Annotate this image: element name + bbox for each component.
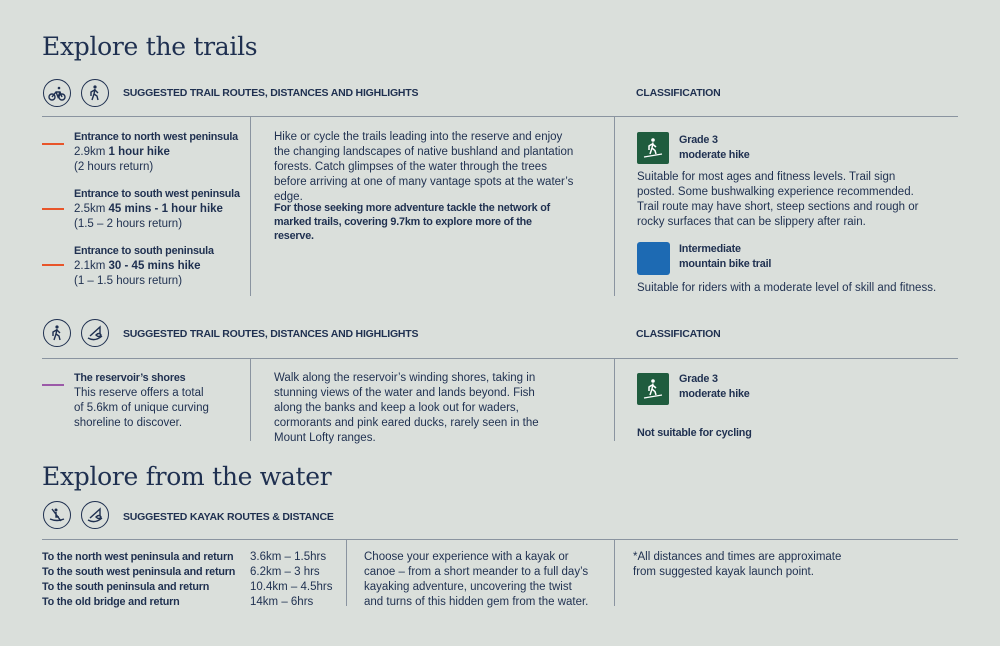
intermediate-trail-icon bbox=[637, 242, 670, 275]
kayak-description: Choose your experience with a kayak or canoe – from a short meander to a full day’s kayaking adventure, uncovering the twist and turns of this hidden gem from the water. bbox=[364, 551, 589, 608]
fishing-icon bbox=[81, 501, 109, 529]
bike-icon bbox=[43, 79, 71, 107]
column-divider bbox=[614, 359, 615, 441]
fishing-icon bbox=[81, 319, 109, 347]
classification-header: CLASSIFICATION bbox=[636, 87, 721, 99]
classification-text: Suitable for most ages and fitness levels. Trail sign posted. Some bushwalking experience recommended. Trail route may have short, steep sections and rough or rocky surfaces that can be slippery after rain. bbox=[637, 171, 919, 228]
route-item: Entrance to south peninsula 2.1km 30 - 45 mins hike (1 – 1.5 hours return) bbox=[74, 245, 214, 287]
not-cycling-label: Not suitable for cycling bbox=[637, 427, 752, 439]
approximate-note: *All distances and times are approximate from suggested kayak launch point. bbox=[633, 551, 842, 578]
classification-title: Grade 3 moderate hike bbox=[679, 134, 750, 161]
trail-description: Walk along the reservoir’s winding shores, taking in stunning views of the water and lands beyond. Fish along the banks and keep a look out for waders, cormorants and pink eared ducks, rarely seen in the Mount Lofty ranges. bbox=[274, 372, 539, 444]
classification-title: Intermediate mountain bike trail bbox=[679, 243, 772, 270]
trail-description: Hike or cycle the trails leading into the reserve and enjoy the changing landscapes of native bushland and plantation forests. Catch glimpses of the water through the trees before arriving at one of many vantage spots at the water’s edge. bbox=[274, 131, 574, 203]
page-title: Explore the trails bbox=[42, 32, 258, 61]
divider bbox=[42, 539, 958, 540]
divider bbox=[42, 116, 958, 117]
hiker-icon bbox=[81, 79, 109, 107]
list-item: To the old bridge and return 14km – 6hrs bbox=[42, 596, 314, 608]
kayak-icon bbox=[43, 501, 71, 529]
trail-description-bold: For those seeking more adventure tackle the network of marked trails, covering 9.7km to explore more of the reserve. bbox=[274, 202, 550, 242]
column-divider bbox=[614, 540, 615, 606]
route-item: Entrance to north west peninsula 2.9km 1 hour hike (2 hours return) bbox=[74, 131, 238, 173]
classification-title: Grade 3 moderate hike bbox=[679, 373, 750, 400]
route-item: The reservoir’s shores This reserve offers a total of 5.6km of unique curving shoreline to discover. bbox=[74, 372, 209, 429]
classification-text: Suitable for riders with a moderate level of skill and fitness. bbox=[637, 282, 937, 294]
section-title: Explore from the water bbox=[42, 462, 332, 491]
column-divider bbox=[346, 540, 347, 606]
column-divider bbox=[614, 117, 615, 296]
column-divider bbox=[250, 117, 251, 296]
route-line-purple bbox=[42, 384, 64, 386]
hiker-badge-icon bbox=[637, 373, 669, 405]
section-header: SUGGESTED KAYAK ROUTES & DISTANCE bbox=[123, 511, 334, 523]
route-line-orange bbox=[42, 264, 64, 266]
list-item: To the south peninsula and return 10.4km – 4.5hrs bbox=[42, 581, 333, 593]
kayak-route-list bbox=[42, 550, 332, 610]
route-line-orange bbox=[42, 143, 64, 145]
list-item: To the south west peninsula and return 6.2km – 3 hrs bbox=[42, 566, 320, 578]
section-header: SUGGESTED TRAIL ROUTES, DISTANCES AND HIGHLIGHTS bbox=[123, 328, 419, 340]
list-item: To the north west peninsula and return 3.6km – 1.5hrs bbox=[42, 551, 327, 563]
divider bbox=[42, 358, 958, 359]
column-divider bbox=[250, 359, 251, 441]
hiker-badge-icon bbox=[637, 132, 669, 164]
route-line-orange bbox=[42, 208, 64, 210]
classification-header: CLASSIFICATION bbox=[636, 328, 721, 340]
route-item: Entrance to south west peninsula 2.5km 45 mins - 1 hour hike (1.5 – 2 hours return) bbox=[74, 188, 240, 230]
hiker-icon bbox=[43, 319, 71, 347]
section-header: SUGGESTED TRAIL ROUTES, DISTANCES AND HIGHLIGHTS bbox=[123, 87, 419, 99]
